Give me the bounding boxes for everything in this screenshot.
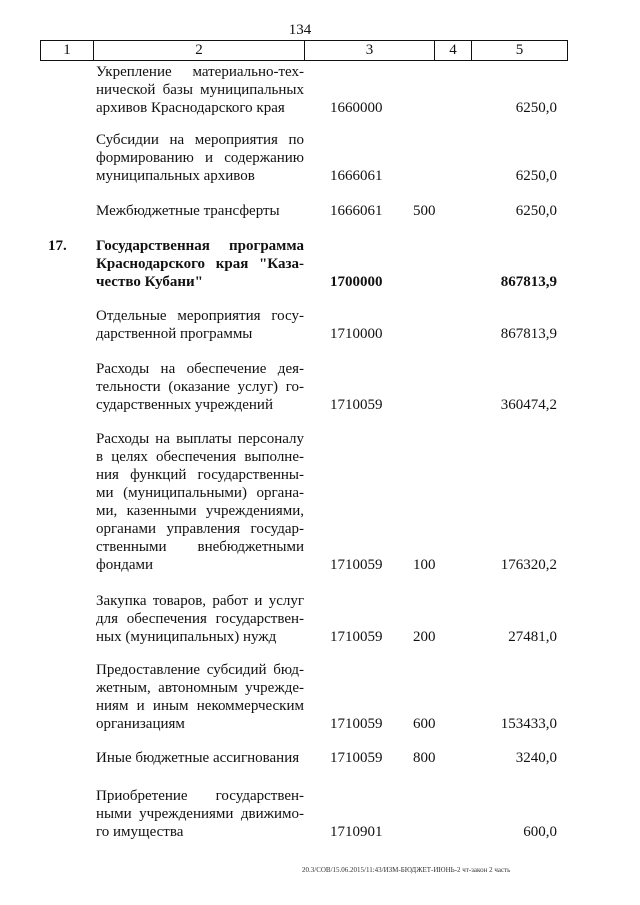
description-line: тельности (оказание услуг) го- (96, 379, 304, 395)
description-line: муниципальных архивов (96, 168, 255, 184)
row-description (96, 307, 304, 343)
description-line: формированию и содержанию (96, 150, 304, 166)
expense-type: 100 (413, 557, 436, 573)
expense-type: 800 (413, 750, 436, 766)
description-line: Закупка товаров, работ и услуг (96, 593, 304, 609)
amount: 360474,2 (500, 397, 557, 413)
column-header-row (40, 40, 568, 61)
row-description (96, 592, 304, 646)
description-line: Расходы на обеспечение дея- (96, 361, 304, 377)
description-line: Приобретение государствен- (96, 788, 304, 804)
header-col-1: 1 (41, 41, 94, 60)
description-line: Межбюджетные трансферты (96, 203, 280, 219)
header-col-4: 4 (435, 41, 472, 60)
description-line: организациям (96, 716, 185, 732)
description-line: ниям и иным некоммерческим (96, 698, 304, 714)
amount: 6250,0 (515, 203, 557, 219)
target-code: 1710059 (330, 629, 383, 645)
target-code: 1710059 (330, 750, 383, 766)
description-line: нической базы муниципальных (96, 82, 304, 98)
target-code: 1666061 (330, 168, 383, 184)
description-line: ственными внебюджетными (96, 539, 304, 555)
description-line: Укрепление материально-тех- (96, 64, 304, 80)
header-col-2: 2 (94, 41, 305, 60)
amount: 27481,0 (508, 629, 557, 645)
target-code: 1666061 (330, 203, 383, 219)
description-line: органами управления государ- (96, 521, 304, 537)
description-line: в целях обеспечения выполне- (96, 449, 304, 465)
row-description (96, 661, 304, 733)
description-line: ми (муниципальными) органа- (96, 485, 304, 501)
description-line: для обеспечения государствен- (96, 611, 304, 627)
amount: 153433,0 (500, 716, 557, 732)
description-line: ных (муниципальных) нужд (96, 629, 277, 645)
description-line: архивов Краснодарского края (96, 100, 285, 116)
target-code: 1710059 (330, 716, 383, 732)
target-code: 1660000 (330, 100, 383, 116)
description-line: Субсидии на мероприятия по (96, 132, 304, 148)
description-line: Расходы на выплаты персоналу (96, 431, 304, 447)
description-line: Предоставление субсидий бюд- (96, 662, 304, 678)
amount: 6250,0 (515, 168, 557, 184)
expense-type: 600 (413, 716, 436, 732)
footer-stamp: 20.3/СОВ/15.06.2015/11:43/ИЗМ-БЮДЖЕТ-ИЮНЬ-2 чт-закон 2 часть (302, 866, 511, 874)
description-line: чество Кубани" (96, 274, 203, 290)
description-line: Краснодарского края "Каза- (96, 256, 304, 272)
page-number: 134 (288, 22, 312, 38)
expense-type: 500 (413, 203, 436, 219)
row-description (96, 360, 304, 414)
row-description (96, 202, 304, 220)
row-description (96, 237, 304, 291)
description-line: Отдельные мероприятия госу- (96, 308, 304, 324)
expense-type: 200 (413, 629, 436, 645)
section-number: 17. (48, 238, 67, 254)
target-code: 1710059 (330, 557, 383, 573)
amount: 176320,2 (500, 557, 557, 573)
description-line: ми, казенными учреждениями, (96, 503, 304, 519)
description-line: жетным, автономным учрежде- (96, 680, 304, 696)
description-line: сударственных учреждений (96, 397, 273, 413)
amount: 6250,0 (515, 100, 557, 116)
description-line: фондами (96, 557, 154, 573)
target-code: 1710000 (330, 326, 383, 342)
description-line: Государственная программа (96, 238, 304, 254)
description-line: Иные бюджетные ассигнования (96, 750, 300, 766)
description-line: го имущества (96, 824, 184, 840)
amount: 600,0 (523, 824, 557, 840)
row-description (96, 63, 304, 117)
row-description (96, 787, 304, 841)
header-col-5: 5 (515, 42, 524, 58)
target-code: 1700000 (330, 274, 383, 290)
target-code: 1710059 (330, 397, 383, 413)
amount: 867813,9 (500, 274, 557, 290)
header-col-3: 3 (305, 41, 435, 60)
description-line: ными учреждениями движимо- (96, 806, 304, 822)
amount: 3240,0 (515, 750, 557, 766)
target-code: 1710901 (330, 824, 383, 840)
amount: 867813,9 (500, 326, 557, 342)
description-line: ния функций государственны- (96, 467, 304, 483)
row-description (96, 749, 304, 767)
row-description (96, 131, 304, 185)
description-line: дарственной программы (96, 326, 253, 342)
row-description (96, 430, 304, 574)
